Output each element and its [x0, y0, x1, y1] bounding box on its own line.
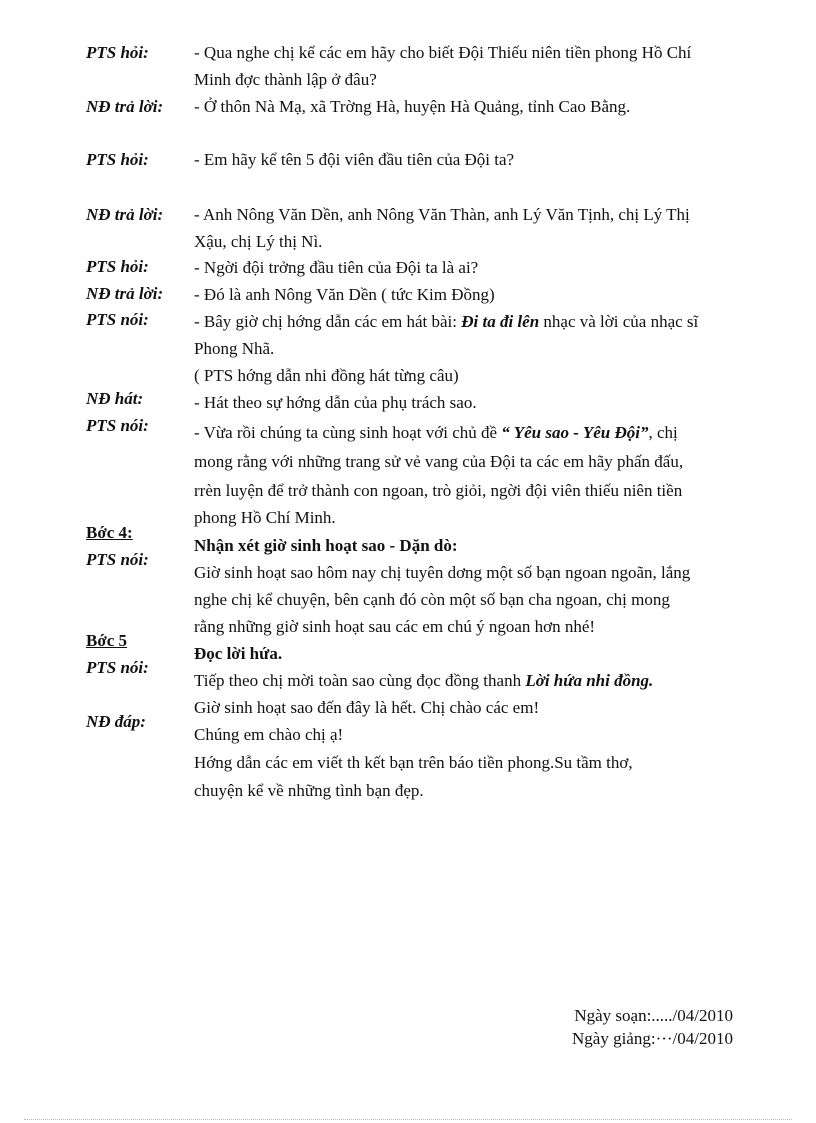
text-line: Minh đợc thành lập ở đâu? — [194, 70, 377, 89]
label-pts-asks-1: PTS hỏi: — [86, 43, 149, 62]
text-line: Giờ sinh hoạt sao hôm nay chị tuyên dơng một số bạn ngoan ngoãn, lắng — [194, 563, 691, 582]
label-pts-says-1: PTS nói: — [86, 310, 149, 329]
text-line: - Hát theo sự hớng dẫn của phụ trách sao. — [194, 393, 477, 412]
teach-date: Ngày giảng:···/04/2010 — [572, 1029, 733, 1048]
label-pts-asks-3: PTS hỏi: — [86, 257, 149, 276]
text-line — [194, 312, 698, 332]
label-pts-says-2: PTS nói: — [86, 416, 149, 435]
text-line: phong Hồ Chí Minh. — [194, 508, 336, 527]
label-nd-replies: NĐ đáp: — [86, 712, 146, 731]
label-pts-says-3: PTS nói: — [86, 550, 149, 569]
text-line: rằng những giờ sinh hoạt sau các em chú ý ngoan hơn nhé! — [194, 617, 596, 636]
label-nd-answers-3: NĐ trả lời: — [86, 284, 164, 303]
text-line: - Anh Nông Văn Dền, anh Nông Văn Thàn, anh Lý Văn Tịnh, chị Lý Thị — [194, 205, 690, 224]
text-line: Chúng em chào chị ạ! — [194, 725, 344, 744]
label-pts-says-4: PTS nói: — [86, 658, 149, 677]
theme-title: “ Yêu sao - Yêu Đội” — [501, 423, 649, 442]
text-line: - Em hãy kể tên 5 đội viên đầu tiên của Đội ta? — [194, 150, 515, 169]
section-heading: Đọc lời hứa. — [194, 644, 283, 663]
song-title: Đi ta đi lên — [461, 312, 540, 331]
page-bottom-rule — [24, 1119, 792, 1120]
text-line: Hớng dẫn các em viết th kết bạn trên báo tiền phong.Su tầm thơ, — [194, 753, 633, 772]
text-line: mong rằng với những trang sử vẻ vang của Đội ta các em hãy phấn đấu, — [194, 452, 684, 471]
text-segment: , chị — [648, 423, 678, 442]
text-line: Giờ sinh hoạt sao đến đây là hết. Chị chào các em! — [194, 698, 540, 717]
text-segment: - Vừa rồi chúng ta cùng sinh hoạt với chủ đề — [194, 423, 502, 442]
label-step-5: Bớc 5 — [86, 631, 128, 650]
text-line: - Qua nghe chị kể các em hãy cho biết Đội Thiếu niên tiền phong Hồ Chí — [194, 43, 692, 62]
text-line: - Ngời đội trởng đầu tiên của Đội ta là ai? — [194, 258, 479, 277]
text-line: - Đó là anh Nông Văn Dền ( tức Kim Đồng) — [194, 285, 495, 304]
text-line: rrèn luyện để trở thành con ngoan, trò giỏi, ngời đội viên thiếu niên tiền — [194, 481, 683, 500]
text-line: ( PTS hớng dẫn nhi đồng hát từng câu) — [194, 366, 459, 385]
text-line: chuyện kể về những tình bạn đẹp. — [194, 781, 424, 800]
label-nd-answers-2: NĐ trả lời: — [86, 205, 164, 224]
prep-date: Ngày soạn:...../04/2010 — [574, 1006, 733, 1025]
label-nd-sings: NĐ hát: — [86, 389, 144, 408]
text-segment: Tiếp theo chị mời toàn sao cùng đọc đồng thanh — [194, 671, 526, 690]
text-line: nghe chị kể chuyện, bên cạnh đó còn một số bạn cha ngoan, chị mong — [194, 590, 670, 609]
label-pts-asks-2: PTS hỏi: — [86, 150, 149, 169]
text-segment: - Bây giờ chị hớng dẫn các em hát bài: — [194, 312, 462, 331]
text-line: - Ở thôn Nà Mạ, xã Trờng Hà, huyện Hà Quảng, tỉnh Cao Bằng. — [194, 97, 631, 116]
label-nd-answers-1: NĐ trả lời: — [86, 97, 164, 116]
text-line: Xậu, chị Lý thị Nì. — [194, 232, 323, 251]
text-line: Phong Nhã. — [194, 339, 275, 358]
text-line — [194, 671, 653, 691]
label-step-4: Bớc 4: — [86, 523, 133, 542]
promise-title: Lời hứa nhi đồng. — [525, 671, 654, 690]
text-segment: nhạc và lời của nhạc sĩ — [539, 312, 699, 331]
text-line — [194, 423, 678, 443]
section-heading: Nhận xét giờ sinh hoạt sao - Dặn dò: — [194, 536, 458, 555]
